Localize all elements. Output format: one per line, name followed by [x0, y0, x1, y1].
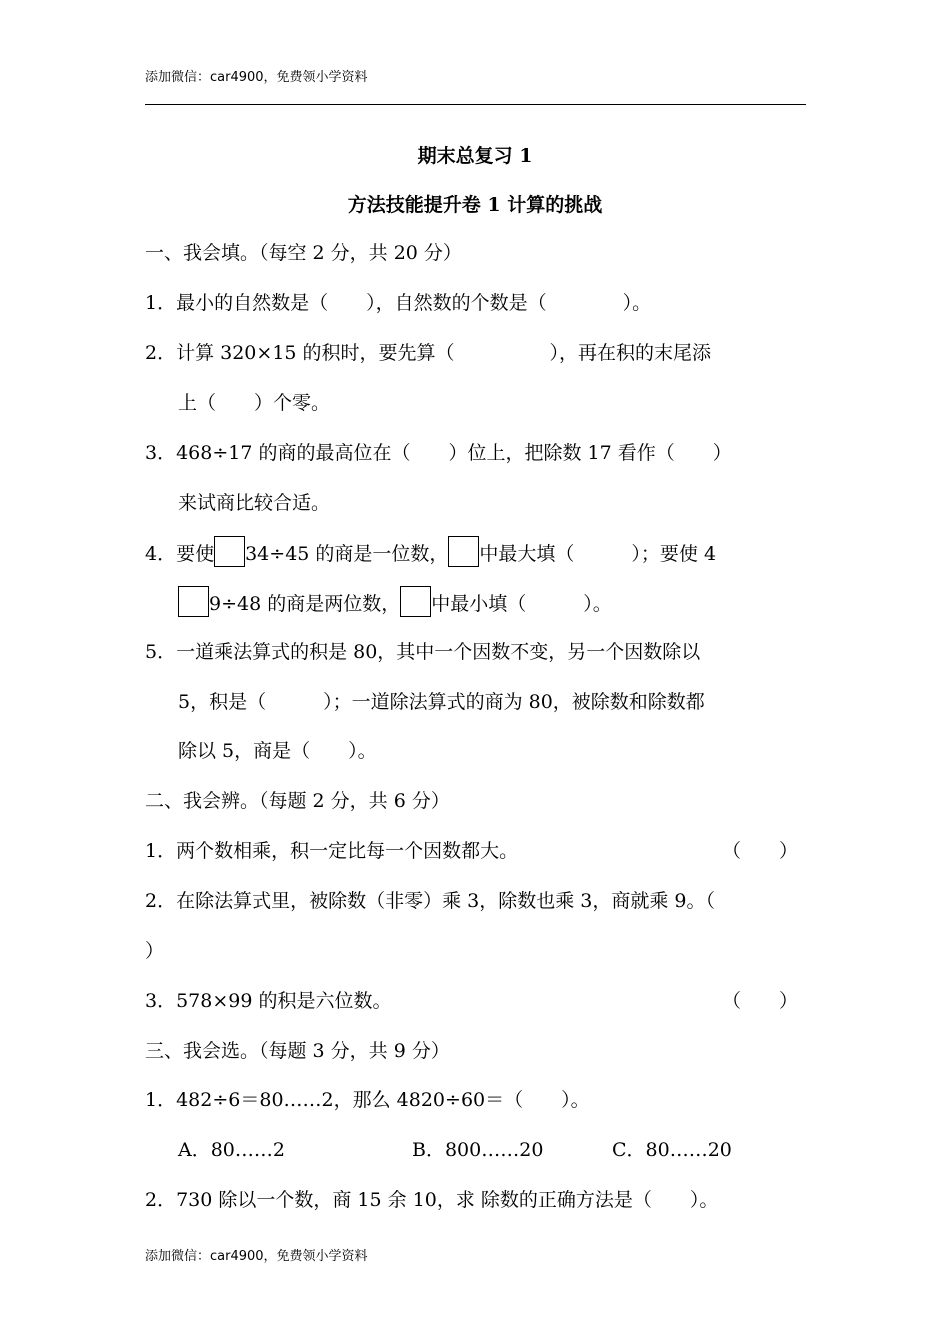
s1-question-2-line2: 上（ ）个零。: [178, 392, 331, 414]
blank-box[interactable]: [178, 586, 209, 617]
s1-question-4-line2: [178, 586, 612, 617]
s1-question-5-line2: 5，积是（ ）；一道除法算式的商为 80，被除数和除数都: [178, 691, 705, 713]
blank-box[interactable]: [214, 536, 245, 567]
s1-question-5-line1: 5．一道乘法算式的积是 80，其中一个因数不变，另一个因数除以: [145, 641, 701, 663]
page-header: 添加微信：car4900，免费领小学资料: [145, 70, 368, 85]
blank-box[interactable]: [400, 586, 431, 617]
s2-question-1: 1．两个数相乘，积一定比每一个因数都大。: [145, 840, 519, 862]
section1-heading: 一、我会填。（每空 2 分，共 20 分）: [145, 242, 462, 264]
s1-question-3-line1: 3．468÷17 的商的最高位在（ ）位上，把除数 17 看作（ ）: [145, 442, 732, 464]
s1-question-4-line1: [145, 536, 716, 567]
s1-question-2-line1: 2．计算 320×15 的积时，要先算（ ），再在积的末尾添: [145, 342, 712, 364]
blank-box[interactable]: [448, 536, 479, 567]
s2-question-2-line2: ）: [145, 940, 165, 962]
header-rule: [145, 104, 806, 105]
page-subtitle: 方法技能提升卷 1 计算的挑战: [347, 194, 603, 216]
q4-suffix: 中最大填（ ）；要使 4: [479, 543, 717, 565]
s3-question-2: 2．730 除以一个数，商 15 余 10，求 除数的正确方法是（ ）。: [145, 1189, 719, 1211]
s3-q1-option-c[interactable]: C．80……20: [612, 1139, 732, 1161]
q4-line2-suffix: 中最小填（ ）。: [431, 593, 612, 615]
s2-question-3: 3．578×99 的积是六位数。: [145, 990, 392, 1012]
s2-q3-answer-paren[interactable]: （ ）: [722, 990, 799, 1012]
s3-q1-option-a[interactable]: A．80……2: [178, 1139, 285, 1161]
q4-line2-middle: 9÷48 的商是两位数，: [209, 593, 401, 615]
q4-middle: 34÷45 的商是一位数，: [245, 543, 449, 565]
s1-question-3-line2: 来试商比较合适。: [178, 492, 331, 514]
page-title: 期末总复习 1: [417, 145, 533, 167]
q4-prefix: 4．要使: [145, 543, 215, 565]
s1-question-5-line3: 除以 5，商是（ ）。: [178, 740, 377, 762]
s1-question-1: 1．最小的自然数是（ ），自然数的个数是（ ）。: [145, 292, 652, 314]
section2-heading: 二、我会辨。（每题 2 分，共 6 分）: [145, 790, 450, 812]
section3-heading: 三、我会选。（每题 3 分，共 9 分）: [145, 1040, 450, 1062]
page-footer: 添加微信：car4900，免费领小学资料: [145, 1249, 368, 1264]
s3-question-1: 1．482÷6＝80……2，那么 4820÷60＝（ ）。: [145, 1089, 590, 1111]
s3-q1-option-b[interactable]: B．800……20: [412, 1139, 544, 1161]
s2-q1-answer-paren[interactable]: （ ）: [722, 840, 799, 862]
s2-question-2-line1: 2．在除法算式里，被除数（非零）乘 3，除数也乘 3，商就乘 9。（: [145, 890, 715, 912]
